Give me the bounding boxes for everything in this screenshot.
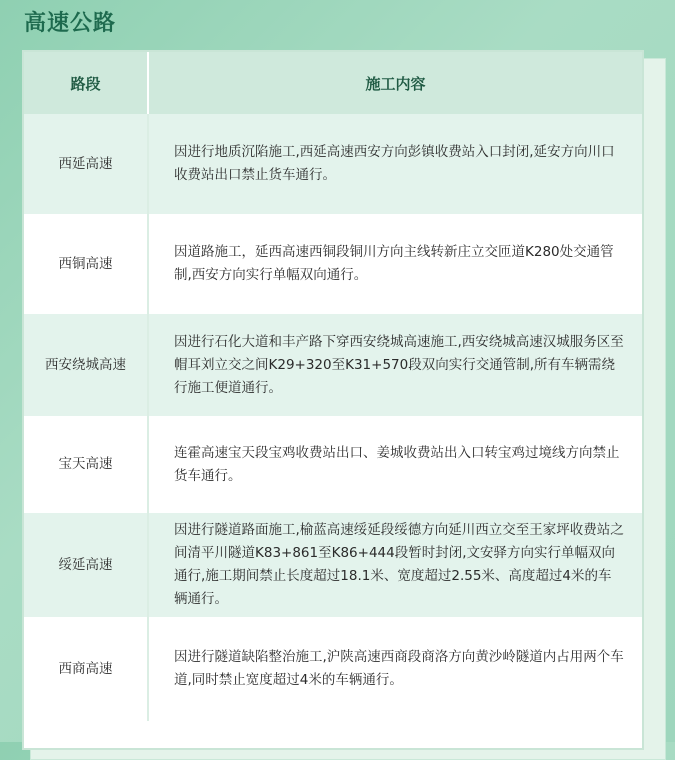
- segment-cell: 绥延高速: [24, 513, 148, 617]
- table-row: [24, 416, 642, 513]
- construction-table: [24, 52, 642, 721]
- segment-cell: 西铜高速: [24, 214, 148, 314]
- table-row: [24, 314, 642, 416]
- content-cell: 连霍高速宝天段宝鸡收费站出口、姜城收费站出入口转宝鸡过境线方向禁止货车通行。: [148, 416, 642, 513]
- segment-cell: 西安绕城高速: [24, 314, 148, 416]
- construction-table-card: [22, 50, 644, 750]
- segment-cell: 西商高速: [24, 617, 148, 721]
- content-cell: 因道路施工，延西高速西铜段铜川方向主线转新庄立交匝道K280处交通管制,西安方向实行单幅双向通行。: [148, 214, 642, 314]
- content-cell: 因进行地质沉陷施工,西延高速西安方向彭镇收费站入口封闭,延安方向川口收费站出口禁止货车通行。: [148, 114, 642, 214]
- table-row: [24, 214, 642, 314]
- content-cell: 因进行隧道路面施工,榆蓝高速绥延段绥德方向延川西立交至王家坪收费站之间清平川隧道K83+861至K86+444段暂时封闭,文安驿方向实行单幅双向通行,施工期间禁止长度超过18.1米、宽度超过2.55米、高度超过4米的车辆通行。: [148, 513, 642, 617]
- table-row: [24, 114, 642, 214]
- content-cell: 因进行隧道缺陷整治施工,沪陕高速西商段商洛方向黄沙岭隧道内占用两个车道,同时禁止宽度超过4米的车辆通行。: [148, 617, 642, 721]
- header-segment: 路段: [24, 52, 148, 114]
- table-row: [24, 513, 642, 617]
- table-header-row: [24, 52, 642, 114]
- header-content: 施工内容: [148, 52, 642, 114]
- segment-cell: 西延高速: [24, 114, 148, 214]
- table-row: [24, 617, 642, 721]
- content-cell: 因进行石化大道和丰产路下穿西安绕城高速施工,西安绕城高速汉城服务区至帽耳刘立交之间K29+320至K31+570段双向实行交通管制,所有车辆需绕行施工便道通行。: [148, 314, 642, 416]
- segment-cell: 宝天高速: [24, 416, 148, 513]
- page-title: 高速公路: [24, 10, 117, 36]
